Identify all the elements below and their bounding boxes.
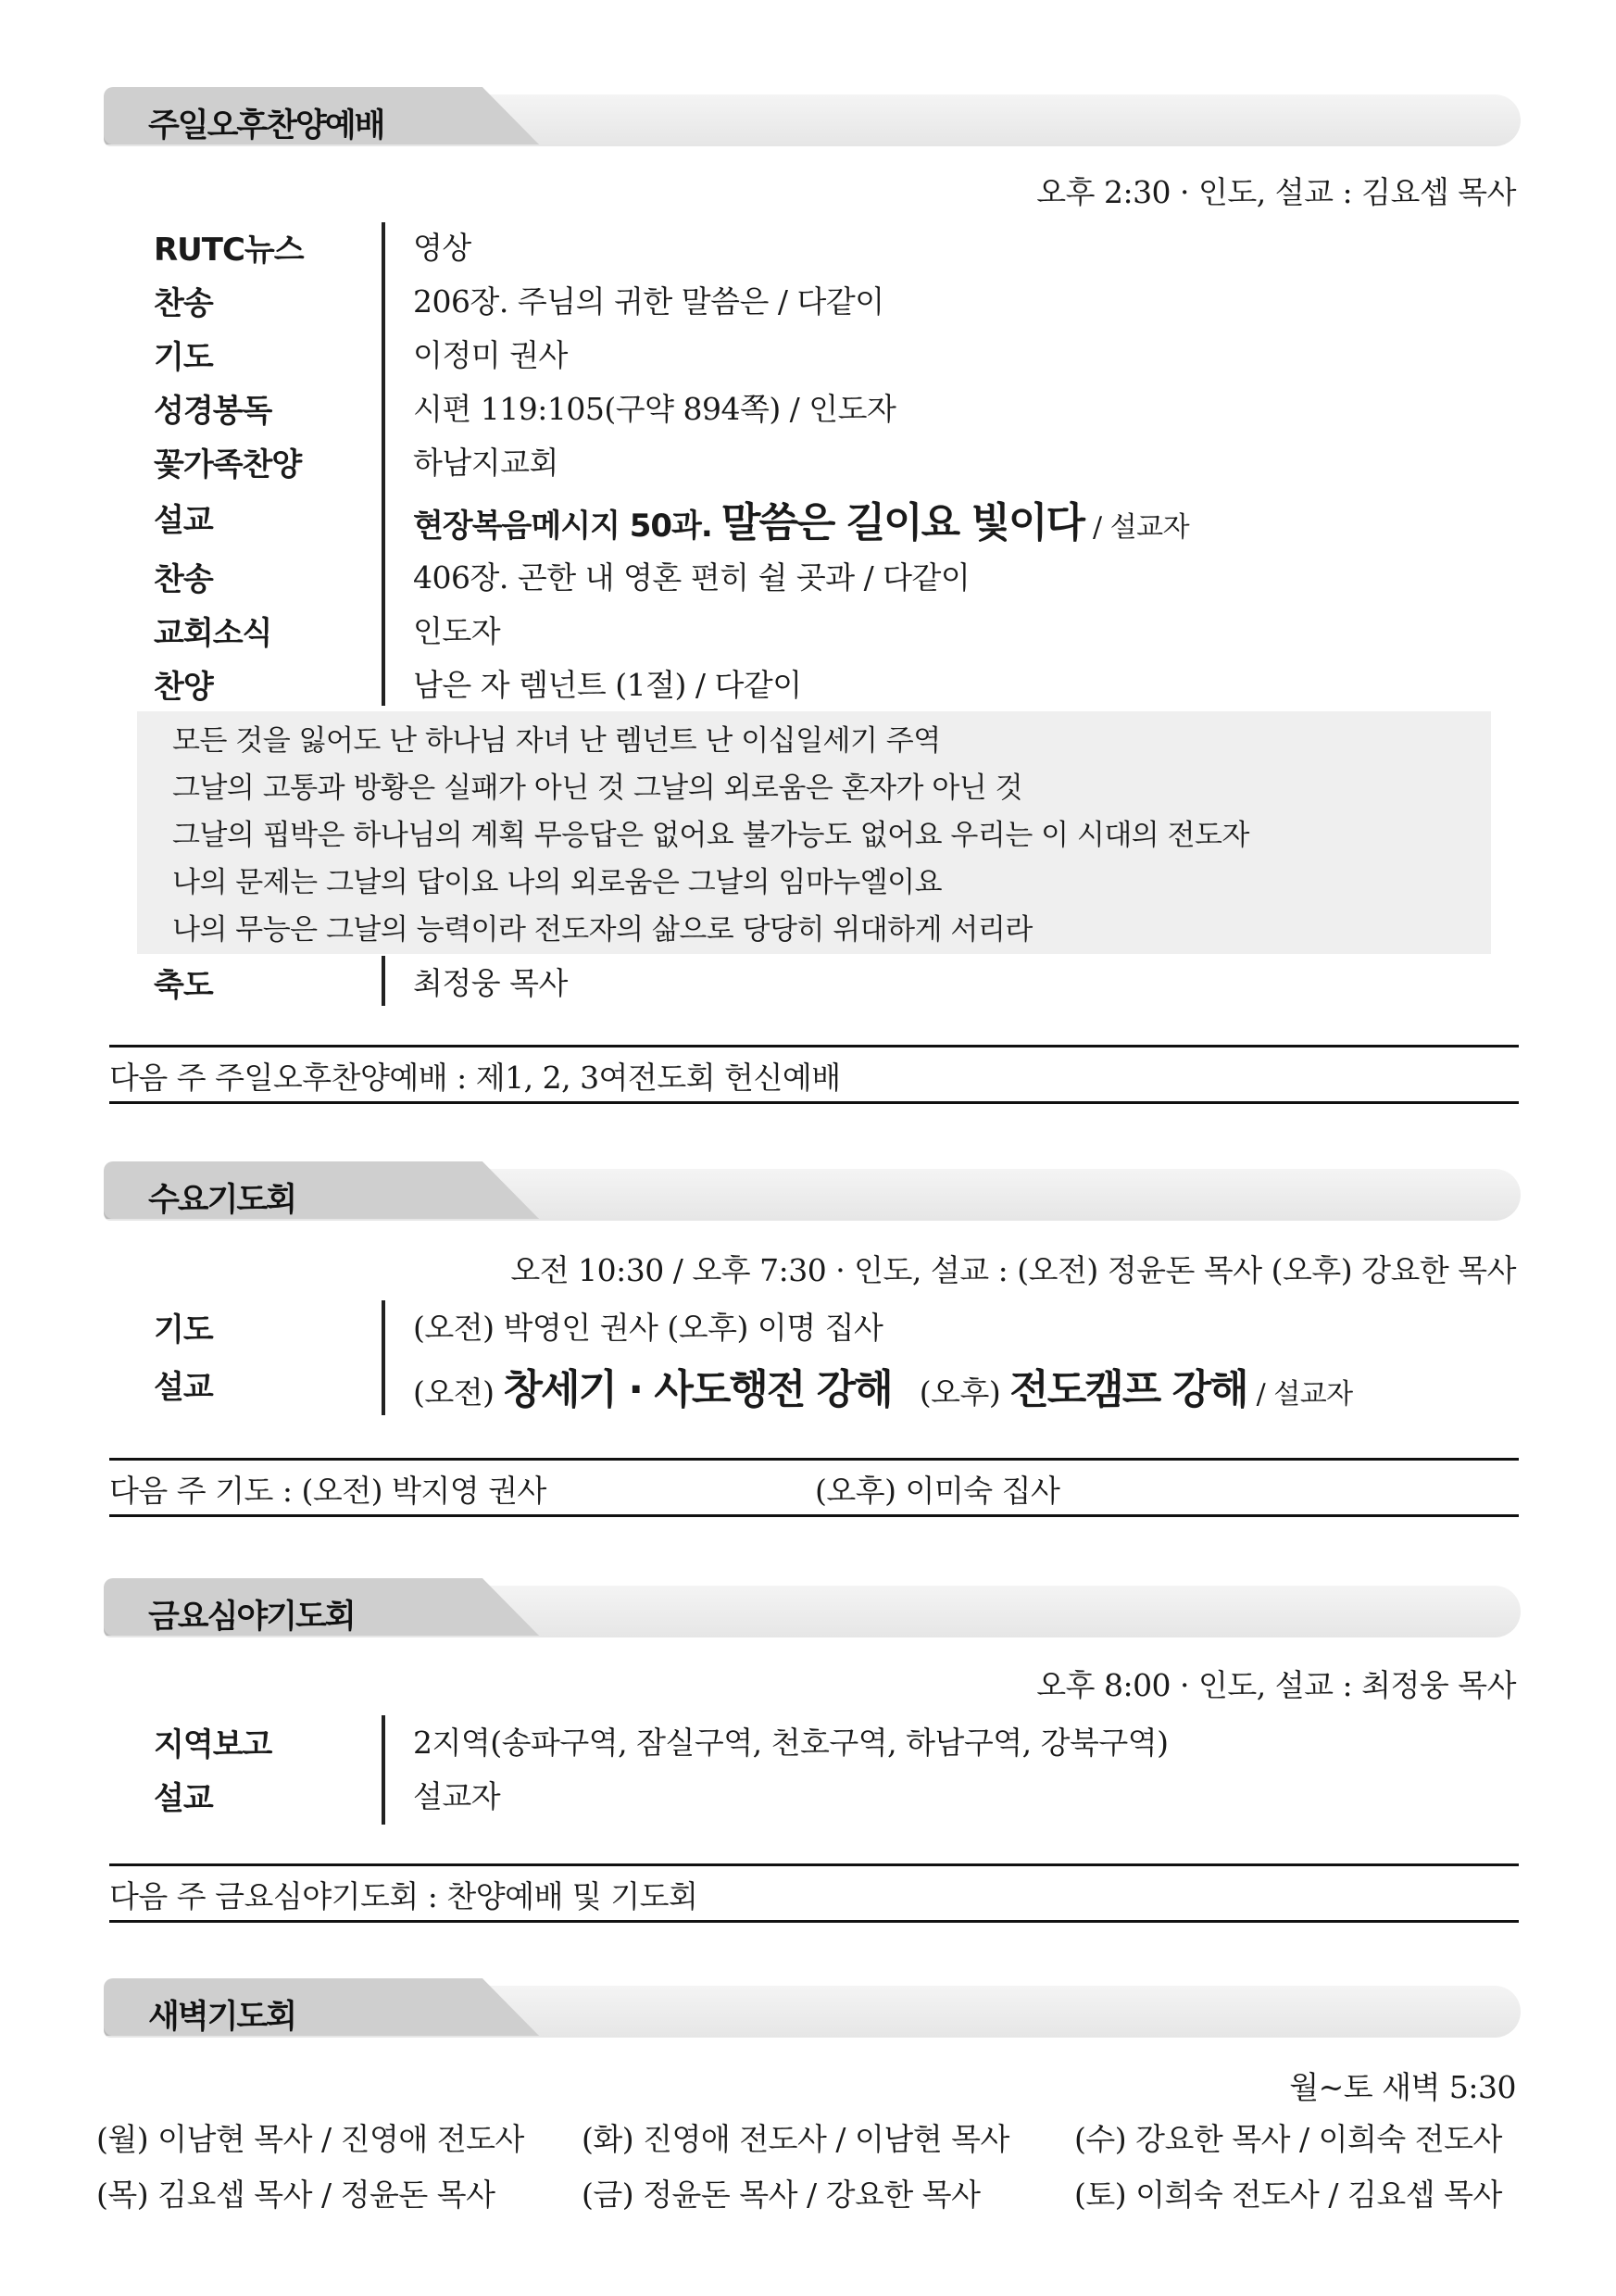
program-row xyxy=(0,326,1616,380)
service-meta: 월~토 새벽 5:30 xyxy=(1289,2069,1516,2105)
program-row xyxy=(0,1767,1616,1821)
lyrics-line: 나의 문제는 그날의 답이요 나의 외로움은 그날의 임마누엘이요 xyxy=(172,866,943,899)
sermon-suffix: / 설교자 xyxy=(1093,511,1190,544)
dawn-schedule-item: (토) 이희숙 전도사 / 김요셉 목사 xyxy=(1074,2177,1502,2213)
program-row-sermon xyxy=(0,489,1616,546)
lyrics-line: 그날의 고통과 방황은 실패가 아닌 것 그날의 외로움은 혼자가 아닌 것 xyxy=(172,772,1023,805)
row-value: 206장. 주님의 귀한 말씀은 / 다같이 xyxy=(413,283,884,320)
row-label: 기도 xyxy=(154,1311,213,1349)
section-header-sunday xyxy=(104,87,1521,152)
note-text: 다음 주 금요심야기도회 : 찬양예배 및 기도회 xyxy=(109,1878,698,1914)
program-row xyxy=(0,602,1616,656)
row-value: 남은 자 렘넌트 (1절) / 다같이 xyxy=(413,667,802,703)
program-row xyxy=(0,433,1616,487)
row-label: 설교 xyxy=(154,1780,213,1817)
row-value: 406장. 곤한 내 영혼 편히 쉴 곳과 / 다같이 xyxy=(413,559,971,596)
sermon-suffix: / 설교자 xyxy=(1256,1378,1353,1411)
row-value: (오전) 박영인 권사 (오후) 이명 집사 xyxy=(413,1310,883,1346)
row-label: 축도 xyxy=(154,967,213,1004)
service-meta: 오전 10:30 / 오후 7:30 · 인도, 설교 : (오전) 정윤돈 목사 (오후) 강요한 목사 xyxy=(510,1252,1516,1288)
program-row xyxy=(0,380,1616,433)
next-week-note xyxy=(109,1863,1519,1923)
am-tag: (오전) xyxy=(413,1374,495,1411)
program-row xyxy=(0,548,1616,602)
row-label: 꽃가족찬양 xyxy=(154,446,302,483)
program-row xyxy=(0,1713,1616,1767)
row-label: 찬양 xyxy=(154,669,213,706)
dawn-schedule-item: (목) 김요셉 목사 / 정윤돈 목사 xyxy=(96,2177,495,2213)
row-value: 영상 xyxy=(413,230,471,266)
service-meta: 오후 2:30 · 인도, 설교 : 김요셉 목사 xyxy=(1036,174,1516,210)
dawn-schedule-item: (수) 강요한 목사 / 이희숙 전도사 xyxy=(1074,2121,1502,2157)
row-label: 교회소식 xyxy=(154,615,272,652)
section-header-dawn xyxy=(104,1978,1521,2043)
row-value: 2지역(송파구역, 잠실구역, 천호구역, 하남구역, 강북구역) xyxy=(413,1725,1169,1761)
section-title: 주일오후찬양예배 xyxy=(148,107,384,144)
row-label: 찬송 xyxy=(154,285,213,322)
pm-sermon-title: 전도캠프 강해 xyxy=(1009,1366,1247,1413)
row-value: 설교자 xyxy=(413,1778,501,1814)
section-title: 수요기도회 xyxy=(148,1182,296,1219)
row-label: 설교 xyxy=(154,502,213,539)
note-text-am: 다음 주 기도 : (오전) 박지영 권사 xyxy=(109,1473,546,1509)
row-value xyxy=(413,1356,1353,1415)
row-label: 기도 xyxy=(154,339,213,376)
next-week-note xyxy=(109,1045,1519,1104)
dawn-schedule-item: (화) 진영애 전도사 / 이남현 목사 xyxy=(582,2121,1009,2157)
note-text-pm: (오후) 이미숙 집사 xyxy=(815,1473,1060,1509)
program-row xyxy=(0,1299,1616,1352)
lyrics-line: 나의 무능은 그날의 능력이라 전도자의 삶으로 당당히 위대하게 서리라 xyxy=(172,913,1033,947)
program-row-benediction xyxy=(0,954,1616,1008)
lyrics-line: 그날의 핍박은 하나님의 계획 무응답은 없어요 불가능도 없어요 우리는 이 시대의 전도자 xyxy=(172,819,1249,852)
row-value: 하남지교회 xyxy=(413,445,558,481)
section-title: 금요심야기도회 xyxy=(148,1599,355,1636)
sermon-series: 현장복음메시지 50과. xyxy=(413,508,712,545)
row-label: 성경봉독 xyxy=(154,393,272,430)
lyrics-line: 모든 것을 잃어도 난 하나님 자녀 난 렘넌트 난 이십일세기 주역 xyxy=(172,724,941,758)
row-label: 찬송 xyxy=(154,561,213,598)
program-row xyxy=(0,272,1616,326)
row-label: RUTC뉴스 xyxy=(154,232,304,269)
row-value: 최정웅 목사 xyxy=(413,965,568,1001)
section-header-friday xyxy=(104,1578,1521,1643)
program-row-sermon xyxy=(0,1356,1616,1413)
row-label: 지역보고 xyxy=(154,1726,272,1763)
next-week-note xyxy=(109,1458,1519,1517)
row-value xyxy=(413,489,1189,548)
am-sermon-title: 창세기 · 사도행전 강해 xyxy=(503,1366,892,1413)
lyrics-box xyxy=(137,711,1491,954)
row-value: 이정미 권사 xyxy=(413,337,568,373)
program-row xyxy=(0,656,1616,709)
note-text: 다음 주 주일오후찬양예배 : 제1, 2, 3여전도회 헌신예배 xyxy=(109,1060,841,1096)
sermon-title: 말씀은 길이요 빛이다 xyxy=(720,499,1084,546)
dawn-schedule-item: (월) 이남현 목사 / 진영애 전도사 xyxy=(96,2121,524,2157)
row-value: 시편 119:105(구약 894쪽) / 인도자 xyxy=(413,391,896,427)
service-meta: 오후 8:00 · 인도, 설교 : 최정웅 목사 xyxy=(1036,1667,1516,1703)
row-value: 인도자 xyxy=(413,613,501,649)
section-header-wednesday xyxy=(104,1161,1521,1226)
program-row xyxy=(0,219,1616,272)
section-title: 새벽기도회 xyxy=(148,1999,296,2036)
pm-tag: (오후) xyxy=(919,1374,1001,1411)
dawn-schedule-item: (금) 정윤돈 목사 / 강요한 목사 xyxy=(582,2177,981,2213)
row-label: 설교 xyxy=(154,1369,213,1406)
